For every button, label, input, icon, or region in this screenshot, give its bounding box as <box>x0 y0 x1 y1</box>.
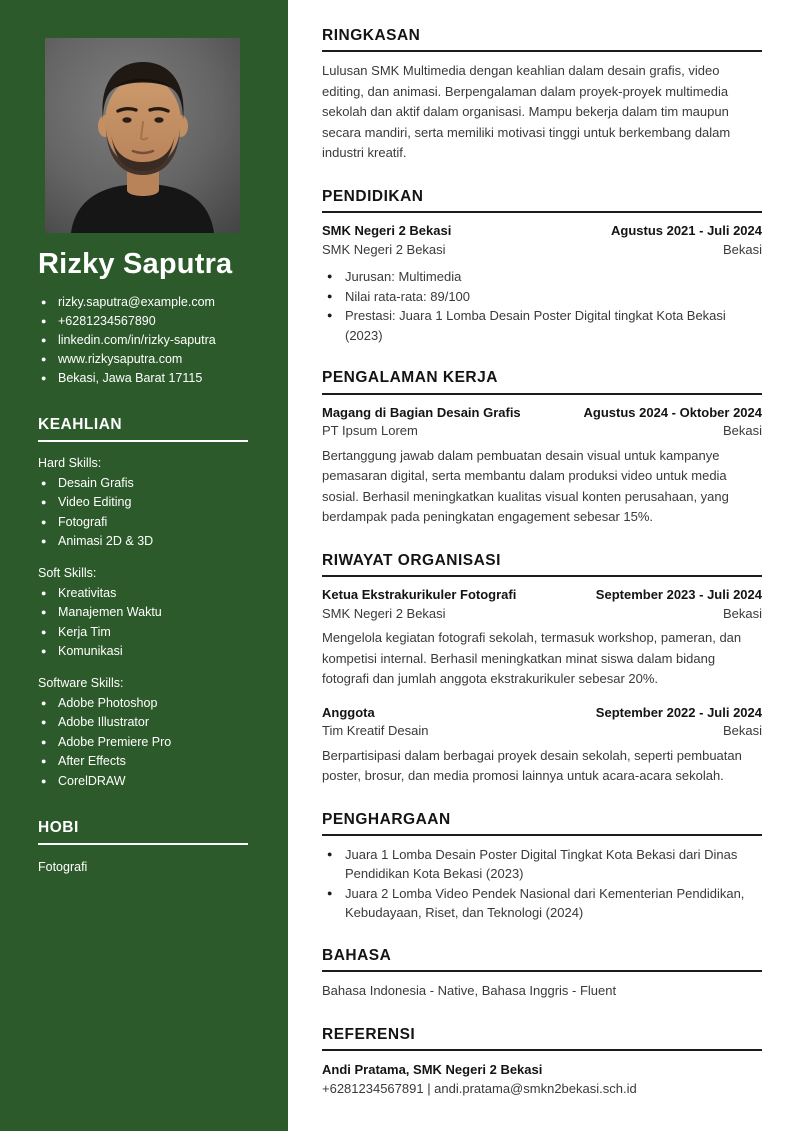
contact-item-linkedin: ● linkedin.com/in/rizky-saputra <box>38 331 248 350</box>
skills-section-title: KEAHLIAN <box>38 416 248 442</box>
entry-description: Bertanggung jawab dalam pembuatan desain visual untuk kampanye pemasaran digital, serta membantu dalam produksi video untuk media sosial. Berhasil meningkatkan kualitas visual konten perusahaan, yang berdampak pada peningkatan engagement sebesar 15%. <box>322 447 729 525</box>
bullet-icon: ● <box>327 310 333 321</box>
section-title: RINGKASAN <box>322 26 762 52</box>
bullet-icon: ● <box>41 372 47 383</box>
bullet-icon: ● <box>41 516 47 527</box>
hobby-section-title: HOBI <box>38 819 248 845</box>
award-item: ● Juara 1 Lomba Desain Poster Digital Tingkat Kota Bekasi dari Dinas Pendidikan Kota Bekasi (2023) <box>327 846 738 882</box>
entry-organization: PT Ipsum Lorem <box>322 423 418 439</box>
entry-organization: Tim Kreatif Desain <box>322 723 429 738</box>
contact-item-email: ● rizky.saputra@example.com <box>38 293 248 312</box>
entry-date: Agustus 2024 - Oktober 2024 <box>583 404 762 420</box>
bullet-icon: ● <box>327 271 333 282</box>
skill-group-label: Hard Skills: <box>38 455 102 470</box>
skill-item: ● CorelDRAW <box>38 772 248 792</box>
skill-group-software <box>38 674 248 792</box>
work-entry <box>322 404 762 528</box>
section-referensi <box>322 1025 762 1099</box>
skill-item: ● Komunikasi <box>38 642 248 662</box>
entry-location: Bekasi <box>722 241 762 257</box>
skill-item: ● Manajemen Waktu <box>38 603 248 623</box>
skill-item: ● Desain Grafis <box>38 474 248 494</box>
education-bullet: ● Prestasi: Juara 1 Lomba Desain Poster Digital tingkat Kota Bekasi (2023) <box>327 308 726 343</box>
skill-group-label: Software Skills: <box>38 675 124 690</box>
entry-title: SMK Negeri 2 Bekasi <box>322 223 452 239</box>
reference-contact: +6281234567891 | andi.pratama@smkn2bekasi.sch.id <box>322 1081 637 1097</box>
skill-item: ● After Effects <box>38 752 248 772</box>
bullet-icon: ● <box>41 626 47 637</box>
bullet-icon: ● <box>41 717 47 728</box>
section-bahasa <box>322 946 762 1002</box>
hobby-text: Fotografi <box>38 860 88 875</box>
skill-group-hard <box>38 454 248 552</box>
section-title: BAHASA <box>322 946 762 972</box>
entry-location: Bekasi <box>722 605 762 621</box>
bullet-icon: ● <box>41 334 47 345</box>
entry-date: September 2023 - Juli 2024 <box>595 587 762 602</box>
section-title: PENGALAMAN KERJA <box>322 368 762 394</box>
bullet-icon: ● <box>327 848 333 859</box>
section-ringkasan <box>322 26 762 164</box>
section-title: PENDIDIKAN <box>322 187 762 213</box>
bullet-icon: ● <box>41 353 47 364</box>
entry-title: Ketua Ekstrakurikuler Fotografi <box>322 587 517 602</box>
organization-entry <box>322 704 762 787</box>
section-title: RIWAYAT ORGANISASI <box>322 551 762 577</box>
contact-list <box>38 293 248 388</box>
profile-photo-illustration <box>45 38 240 233</box>
section-title: REFERENSI <box>322 1025 762 1051</box>
bullet-icon: ● <box>41 497 47 508</box>
skill-item: ● Fotografi <box>38 513 248 533</box>
bullet-icon: ● <box>41 697 47 708</box>
language-text: Bahasa Indonesia - Native, Bahasa Inggris - Fluent <box>322 983 617 999</box>
skill-item: ● Video Editing <box>38 493 248 513</box>
skill-item: ● Animasi 2D & 3D <box>38 532 248 552</box>
contact-item-phone: ● +6281234567890 <box>38 312 248 331</box>
reference-name: Andi Pratama, SMK Negeri 2 Bekasi <box>322 1062 543 1078</box>
bullet-icon: ● <box>327 290 333 301</box>
entry-organization: SMK Negeri 2 Bekasi <box>322 605 446 621</box>
bullet-icon: ● <box>41 775 47 786</box>
entry-location: Bekasi <box>722 423 762 439</box>
skill-list <box>38 474 248 552</box>
skill-group-label: Soft Skills: <box>38 565 97 580</box>
education-bullet-list <box>322 267 762 345</box>
sidebar <box>0 0 288 1131</box>
skill-list <box>38 584 248 662</box>
education-bullet: ● Nilai rata-rata: 89/100 <box>322 287 762 307</box>
entry-title: Anggota <box>322 704 375 720</box>
entry-date: Agustus 2021 - Juli 2024 <box>610 223 762 239</box>
education-bullet: ● Jurusan: Multimedia <box>322 267 762 287</box>
bullet-icon: ● <box>41 587 47 598</box>
skill-item: ● Kerja Tim <box>38 623 248 643</box>
bullet-icon: ● <box>327 887 333 898</box>
skill-list <box>38 694 248 792</box>
bullet-icon: ● <box>41 315 47 326</box>
skill-item: ● Adobe Premiere Pro <box>38 733 248 753</box>
bullet-icon: ● <box>41 477 47 488</box>
entry-location: Bekasi <box>722 723 762 738</box>
section-pengalaman-kerja <box>322 368 762 527</box>
bullet-icon: ● <box>41 296 47 307</box>
section-title: PENGHARGAAN <box>322 810 762 836</box>
bullet-icon: ● <box>41 646 47 657</box>
entry-date: September 2022 - Juli 2024 <box>595 704 762 720</box>
bullet-icon: ● <box>41 756 47 767</box>
person-name: Rizky Saputra <box>38 248 233 280</box>
section-penghargaan <box>322 810 762 923</box>
bullet-icon: ● <box>41 607 47 618</box>
skill-group-soft <box>38 564 248 662</box>
entry-description: Mengelola kegiatan fotografi sekolah, termasuk workshop, pameran, dan kompetisi internal. Berhasil meningkatkan minat siswa dalam bidang fotografi dan jumlah anggota ekstrakurikuler sebesar 20%. <box>322 630 742 686</box>
contact-item-address: ● Bekasi, Jawa Barat 17115 <box>38 369 248 388</box>
entry-description: Berpartisipasi dalam berbagai proyek desain sekolah, seperti pembuatan poster, brosur, dan media promosi lainnya untuk acara-acara sekolah. <box>322 747 742 783</box>
award-list <box>322 845 762 923</box>
award-item: ● Juara 2 Lomba Video Pendek Nasional dari Kementerian Pendidikan, Kebudayaan, Riset, dan Teknologi (2024) <box>327 885 745 921</box>
contact-item-website: ● www.rizkysaputra.com <box>38 350 248 369</box>
main-content <box>288 0 800 1131</box>
skill-item: ● Adobe Illustrator <box>38 713 248 733</box>
profile-photo <box>45 38 240 233</box>
entry-organization: SMK Negeri 2 Bekasi <box>322 241 446 257</box>
education-entry <box>322 222 762 345</box>
skill-item: ● Adobe Photoshop <box>38 694 248 714</box>
section-pendidikan <box>322 187 762 345</box>
organization-entry <box>322 586 762 690</box>
entry-title: Magang di Bagian Desain Grafis <box>322 404 521 420</box>
section-riwayat-organisasi <box>322 551 762 787</box>
summary-paragraph: Lulusan SMK Multimedia dengan keahlian dalam desain grafis, video editing, dan animasi. Berpengalaman dalam proyek-proyek multimedia sekolah dan aktif dalam organisasi. Mampu bekerja dalam tim maupun secara mandiri, serta memiliki motivasi tinggi untuk berkembang dalam industri kreatif. <box>322 63 731 161</box>
bullet-icon: ● <box>41 736 47 747</box>
skill-item: ● Kreativitas <box>38 584 248 604</box>
bullet-icon: ● <box>41 536 47 547</box>
